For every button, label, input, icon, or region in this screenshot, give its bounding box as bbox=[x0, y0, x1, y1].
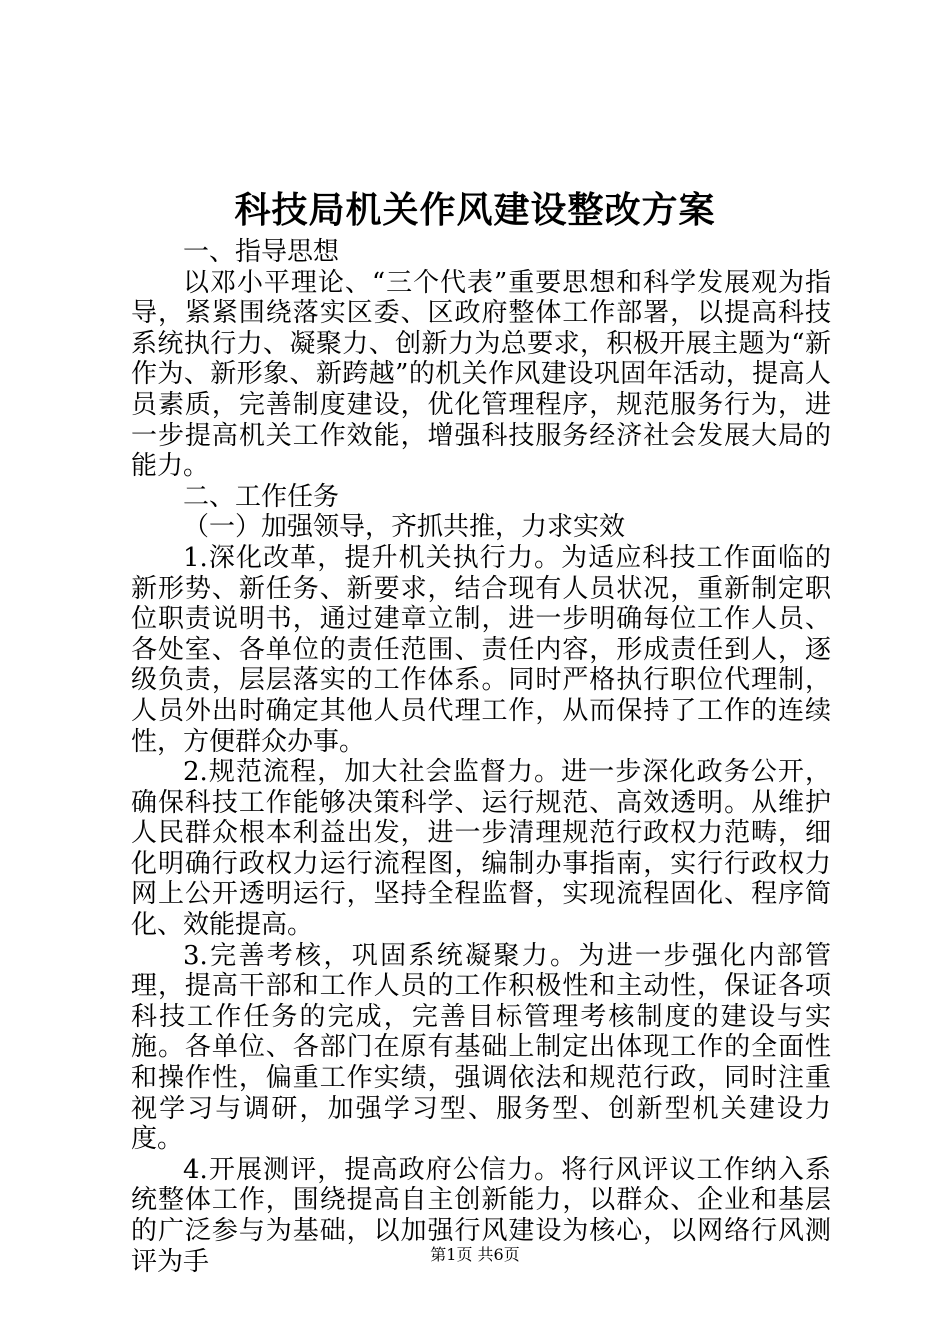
section-heading-guiding-ideology: 一、指导思想 bbox=[183, 237, 340, 267]
paragraph-item-1: 1.深化改革，提升机关执行力。为适应科技工作面临的新形势、新任务、新要求，结合现有人员状况，重新制定职位职责说明书，通过建章立制，进一步明确每位工作人员、各处室、各单位的责任范围、责任内容，形成责任到人，逐级负责，层层落实的工作体系。同时严格执行职位代理制，人员外出时确定其他人员代理工作，从而保持了工作的连续性，方便群众办事。 bbox=[131, 542, 831, 757]
document-body bbox=[131, 237, 831, 1277]
document-title: 科技局机关作风建设整改方案 bbox=[234, 189, 716, 231]
subsection-heading-leadership: （一）加强领导，齐抓共推，力求实效 bbox=[183, 512, 626, 543]
page-number-footer: 第1页 共6页 bbox=[430, 1245, 520, 1264]
paragraph-item-2: 2.规范流程，加大社会监督力。进一步深化政务公开，确保科技工作能够决策科学、运行规范、高效透明。从维护人民群众根本利益出发，进一步清理规范行政权力范畴，细化明确行政权力运行流程图，编制办事指南，实行行政权力网上公开透明运行，坚持全程监督，实现流程固化、程序简化、效能提高。 bbox=[131, 757, 831, 941]
paragraph-item-4: 4.开展测评，提高政府公信力。将行风评议工作纳入系统整体工作，围绕提高自主创新能力，以群众、企业和基层的广泛参与为基础，以加强行风建设为核心，以网络行风测评为手 bbox=[131, 1154, 831, 1277]
section-heading-work-tasks: 二、工作任务 bbox=[183, 481, 340, 512]
paragraph-item-3: 3.完善考核，巩固系统凝聚力。为进一步强化内部管理，提高干部和工作人员的工作积极性和主动性，保证各项科技工作任务的完成，完善目标管理考核制度的建设与实施。各单位、各部门在原有基础上制定出体现工作的全面性和操作性，偏重工作实绩，强调依法和规范行政，同时注重视学习与调研，加强学习型、服务型、创新型机关建设力度。 bbox=[131, 940, 831, 1155]
paragraph-guiding-ideology: 以邓小平理论、“三个代表”重要思想和科学发展观为指导，紧紧围绕落实区委、区政府整体工作部署，以提高科技系统执行力、凝聚力、创新力为总要求，积极开展主题为“新作为、新形象、新跨越”的机关作风建设巩固年活动，提高人员素质，完善制度建设，优化管理程序，规范服务行为，进一步提高机关工作效能，增强科技服务经济社会发展大局的能力。 bbox=[131, 267, 831, 482]
